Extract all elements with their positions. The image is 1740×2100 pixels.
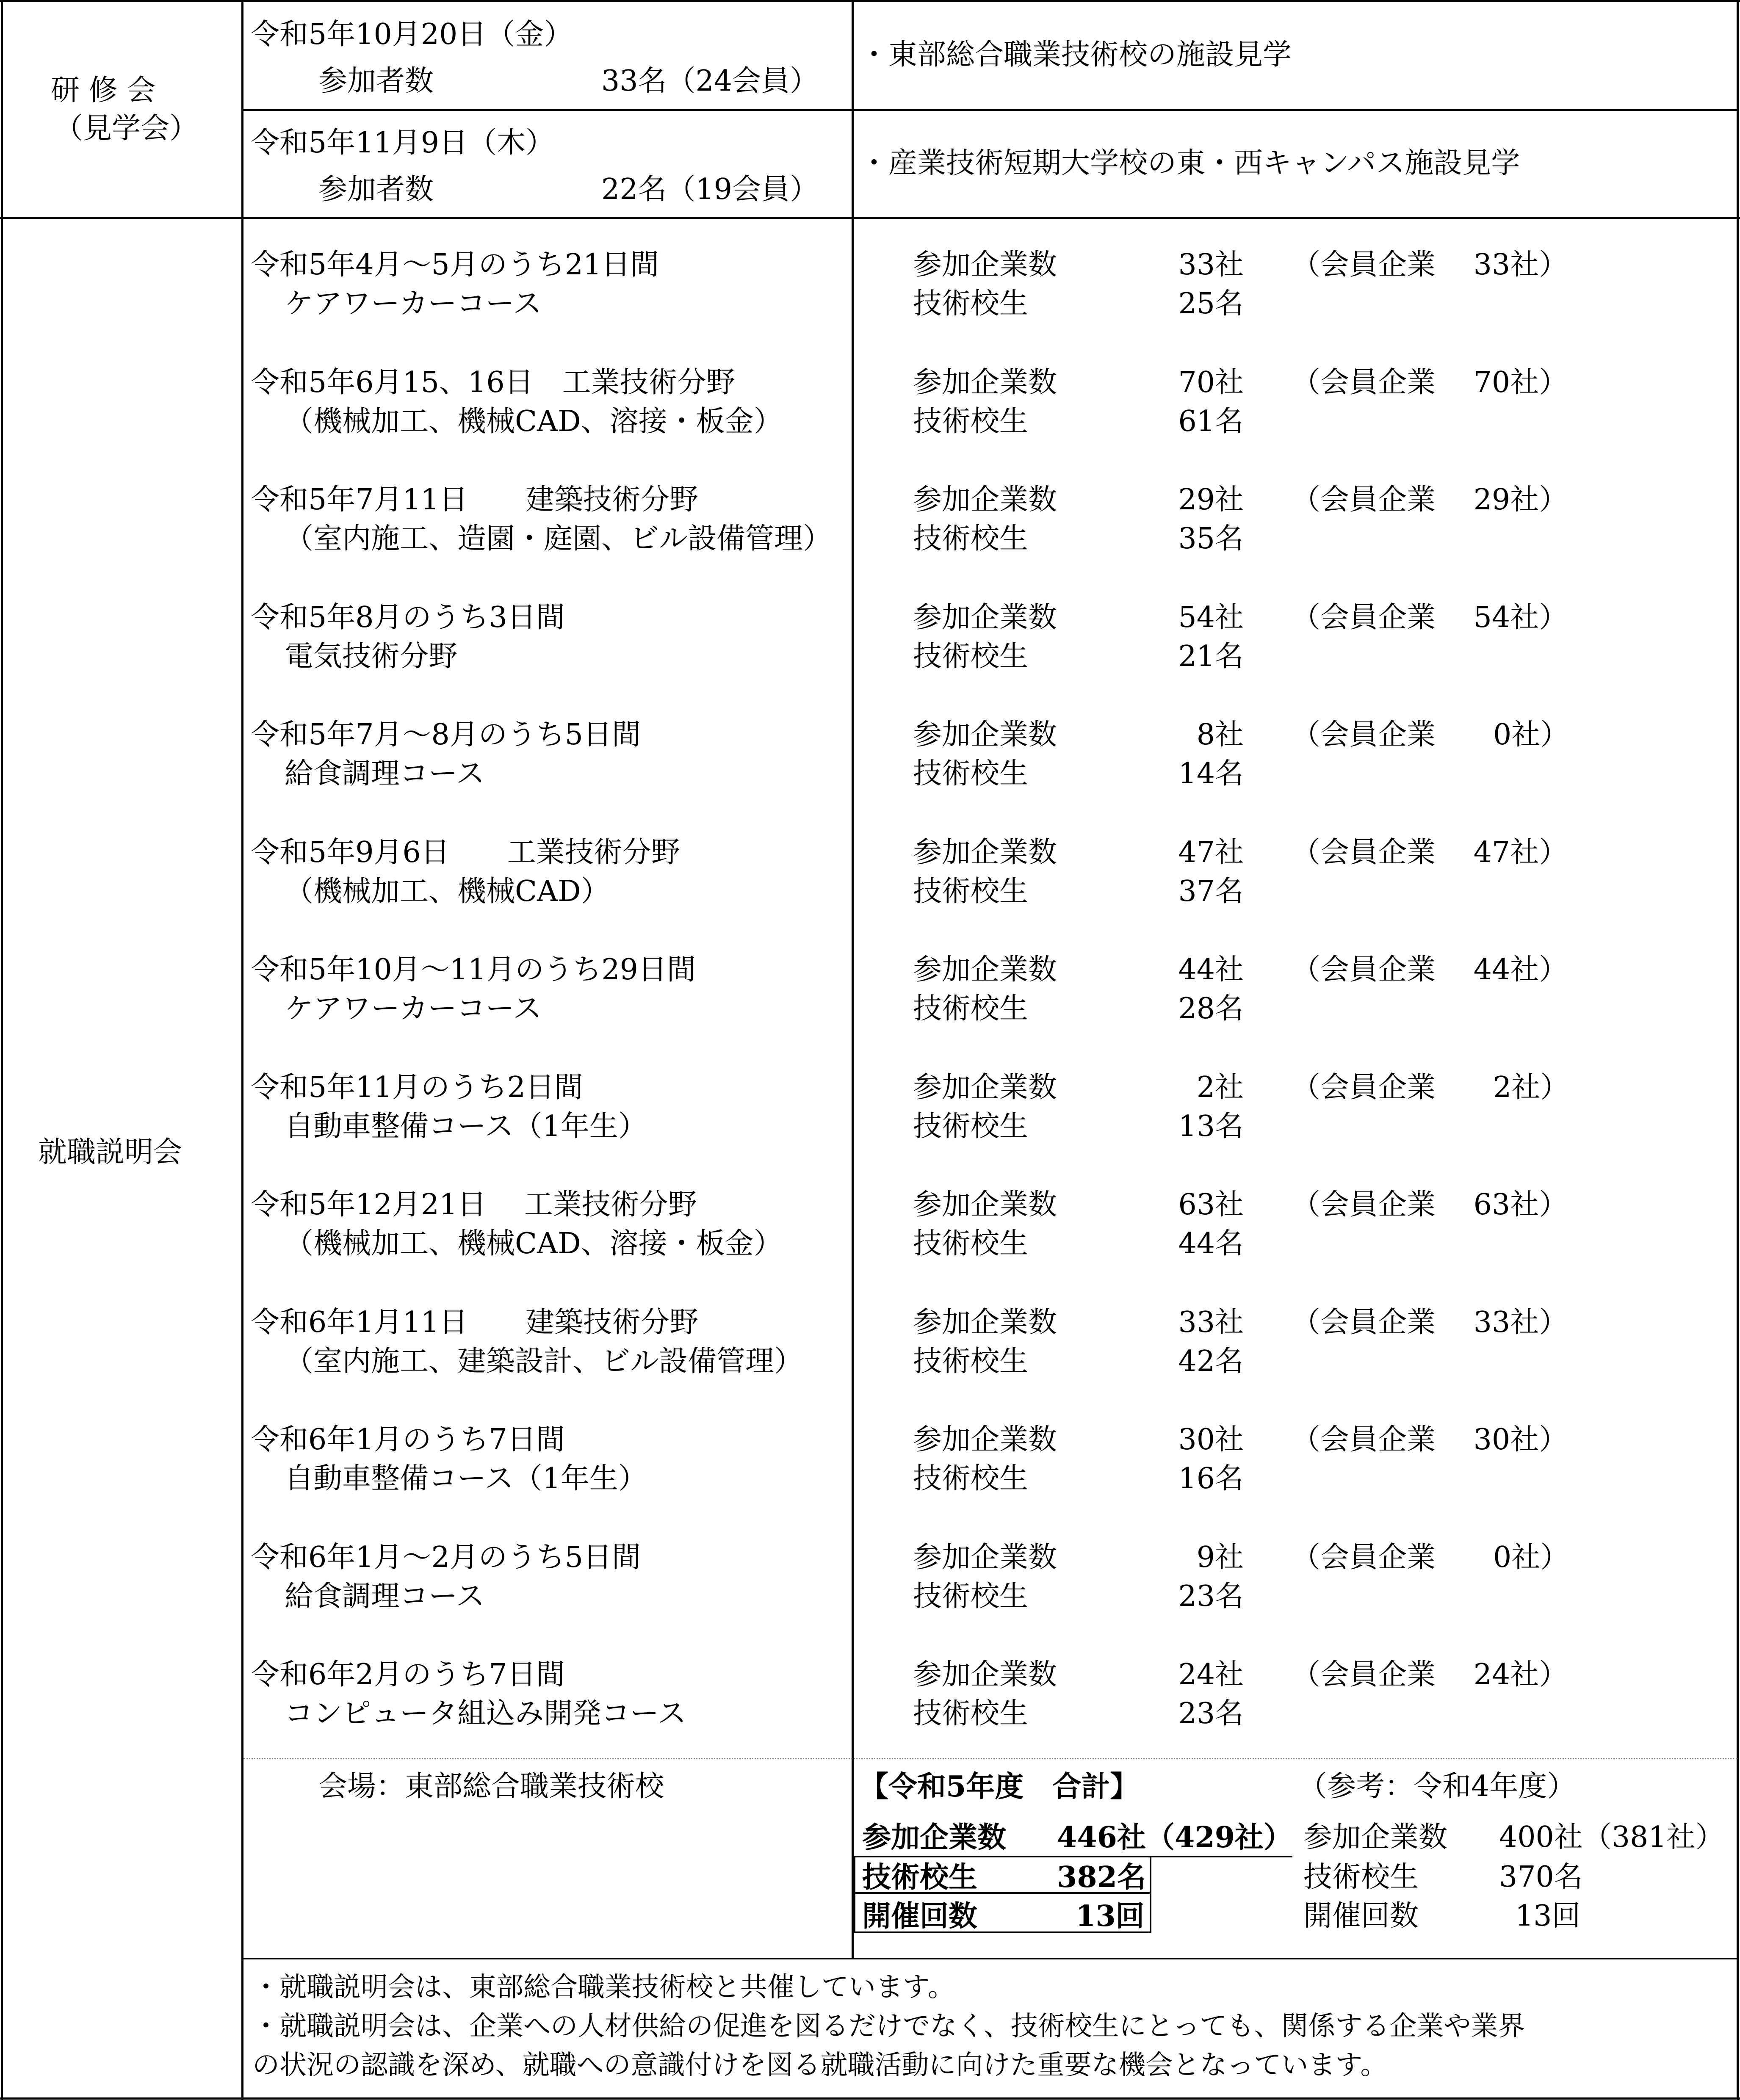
session-students-value: 28名 xyxy=(1178,992,1244,1025)
reference-companies-label: 参加企業数 xyxy=(1303,1821,1448,1854)
session-course-line: （室内施工、建築設計、ビル設備管理） xyxy=(285,1344,803,1378)
session-students-label: 技術校生 xyxy=(913,1227,1029,1260)
total-companies-value: 446社（429社） xyxy=(1057,1821,1292,1854)
row-divider-kenshukai-inner xyxy=(242,109,1739,111)
session-companies-value: 70社 xyxy=(1178,365,1244,399)
session-students-label: 技術校生 xyxy=(913,757,1029,790)
session-date-line: 令和5年10月～11月のうち29日間 xyxy=(251,953,696,986)
session-member-companies: （会員企業 33社） xyxy=(1292,248,1568,282)
session-course-line: 給食調理コース xyxy=(285,1579,485,1613)
session-course-line: （機械加工、機械CAD、溶接・板金） xyxy=(285,1227,783,1260)
column-divider-content xyxy=(852,0,854,1959)
table-border-top xyxy=(0,0,1740,2)
total-students-box xyxy=(854,1856,1151,1894)
total-heading: 【令和5年度 合計】 xyxy=(860,1770,1139,1804)
session-students-label: 技術校生 xyxy=(913,522,1029,555)
session-companies-label: 参加企業数 xyxy=(913,483,1057,517)
total-students-value: 382名 xyxy=(1057,1860,1146,1894)
dotted-divider-total xyxy=(243,1758,1737,1759)
session-students-label: 技術校生 xyxy=(913,287,1029,321)
shushoku-label: 就職説明会 xyxy=(38,1136,183,1169)
session-member-companies: （会員企業 29社） xyxy=(1292,483,1568,517)
session-companies-value: 24社 xyxy=(1178,1658,1244,1691)
kenshukai-label-line2: （見学会） xyxy=(54,112,199,145)
session-students-value: 42名 xyxy=(1178,1344,1244,1378)
session-companies-value: 63社 xyxy=(1178,1188,1244,1221)
session-course-line: （室内施工、造園・庭園、ビル設備管理） xyxy=(285,522,832,555)
session-date-line: 令和6年2月のうち7日間 xyxy=(251,1658,565,1691)
session-companies-value: 30社 xyxy=(1178,1423,1244,1456)
reference-students-label: 技術校生 xyxy=(1303,1860,1419,1894)
session-companies-label: 参加企業数 xyxy=(913,835,1057,869)
session-students-value: 21名 xyxy=(1178,639,1244,673)
session-date-line: 令和5年9月6日 工業技術分野 xyxy=(251,835,680,869)
session-students-value: 14名 xyxy=(1178,757,1244,790)
session-companies-value: 33社 xyxy=(1178,1305,1244,1339)
session-date-line: 令和6年1月～2月のうち5日間 xyxy=(251,1540,641,1574)
session-students-value: 44名 xyxy=(1178,1227,1244,1260)
session-course-line: 電気技術分野 xyxy=(285,639,458,673)
session-date-line: 令和5年12月21日 工業技術分野 xyxy=(251,1188,697,1221)
total-companies-label: 参加企業数 xyxy=(862,1821,1007,1854)
session-course-line: ケアワーカーコース xyxy=(285,287,542,321)
session-date-line: 令和5年4月～5月のうち21日間 xyxy=(251,248,659,282)
reference-companies-value: 400社（381社） xyxy=(1499,1821,1724,1854)
row-divider-sections xyxy=(0,217,1740,219)
session-companies-value: 29社 xyxy=(1178,483,1244,517)
session-member-companies: （会員企業 63社） xyxy=(1292,1188,1568,1221)
session-companies-label: 参加企業数 xyxy=(913,1658,1057,1691)
kenshukai-row2-date: 令和5年11月9日（木） xyxy=(251,126,555,160)
session-course-line: 自動車整備コース（1年生） xyxy=(285,1109,647,1143)
session-companies-value: 2社 xyxy=(1196,1070,1244,1104)
session-course-line: 給食調理コース xyxy=(285,757,485,790)
session-companies-label: 参加企業数 xyxy=(913,1070,1057,1104)
session-date-line: 令和5年6月15、16日 工業技術分野 xyxy=(251,365,735,399)
table-border-bottom xyxy=(0,2097,1740,2100)
kenshukai-row2-count-label: 参加者数 xyxy=(318,173,434,206)
session-date-line: 令和5年11月のうち2日間 xyxy=(251,1070,584,1104)
session-companies-value: 9社 xyxy=(1196,1540,1244,1574)
session-member-companies: （会員企業 44社） xyxy=(1292,953,1568,986)
kenshukai-row2-desc: ・産業技術短期大学校の東・西キャンパス施設見学 xyxy=(860,146,1520,180)
reference-students-value: 370名 xyxy=(1499,1860,1583,1894)
session-course-line: ケアワーカーコース xyxy=(285,992,542,1025)
session-companies-label: 参加企業数 xyxy=(913,1305,1057,1339)
kenshukai-row1-date: 令和5年10月20日（金） xyxy=(251,18,573,51)
session-students-label: 技術校生 xyxy=(913,1344,1029,1378)
session-students-value: 16名 xyxy=(1178,1462,1244,1495)
session-member-companies: （会員企業 24社） xyxy=(1292,1658,1568,1691)
kenshukai-row1-desc: ・東部総合職業技術校の施設見学 xyxy=(860,38,1292,72)
reference-sessions-value: 13回 xyxy=(1515,1899,1581,1933)
session-students-value: 23名 xyxy=(1178,1697,1244,1730)
session-course-line: （機械加工、機械CAD、溶接・板金） xyxy=(285,404,783,438)
session-companies-value: 8社 xyxy=(1196,718,1244,752)
table-border-left xyxy=(1,0,3,2100)
column-divider-label xyxy=(241,0,243,2100)
total-sessions-box xyxy=(854,1893,1151,1933)
session-students-value: 61名 xyxy=(1178,404,1244,438)
session-member-companies: （会員企業 30社） xyxy=(1292,1423,1568,1456)
session-students-value: 35名 xyxy=(1178,522,1244,555)
total-students-label: 技術校生 xyxy=(862,1860,978,1894)
session-students-label: 技術校生 xyxy=(913,1579,1029,1613)
venue-text: 会場：東部総合職業技術校 xyxy=(318,1770,664,1803)
kenshukai-label-line1: 研 修 会 xyxy=(51,74,156,107)
session-date-line: 令和5年8月のうち3日間 xyxy=(251,600,565,634)
session-students-label: 技術校生 xyxy=(913,1697,1029,1730)
session-member-companies: （会員企業 47社） xyxy=(1292,835,1568,869)
session-member-companies: （会員企業 70社） xyxy=(1292,365,1568,399)
session-companies-label: 参加企業数 xyxy=(913,365,1057,399)
session-member-companies: （会員企業 0社） xyxy=(1292,718,1569,752)
session-member-companies: （会員企業 0社） xyxy=(1292,1540,1569,1574)
session-member-companies: （会員企業 33社） xyxy=(1292,1305,1568,1339)
session-companies-label: 参加企業数 xyxy=(913,1423,1057,1456)
session-students-value: 25名 xyxy=(1178,287,1244,321)
session-companies-value: 54社 xyxy=(1178,600,1244,634)
reference-sessions-label: 開催回数 xyxy=(1303,1899,1419,1933)
session-date-line: 令和6年1月のうち7日間 xyxy=(251,1423,565,1456)
reference-heading: （参考：令和4年度） xyxy=(1298,1770,1576,1803)
session-course-line: 自動車整備コース（1年生） xyxy=(285,1462,647,1495)
session-date-line: 令和5年7月～8月のうち5日間 xyxy=(251,718,641,752)
session-students-value: 37名 xyxy=(1178,874,1244,908)
session-students-label: 技術校生 xyxy=(913,992,1029,1025)
session-companies-label: 参加企業数 xyxy=(913,1540,1057,1574)
kenshukai-row1-count: 33名（24会員） xyxy=(601,64,819,98)
total-sessions-value: 13回 xyxy=(1076,1899,1145,1933)
row-divider-notes xyxy=(242,1958,1739,1959)
session-companies-value: 44社 xyxy=(1178,953,1244,986)
session-date-line: 令和6年1月11日 建築技術分野 xyxy=(251,1305,699,1339)
session-member-companies: （会員企業 2社） xyxy=(1292,1070,1569,1104)
session-companies-value: 33社 xyxy=(1178,248,1244,282)
session-course-line: （機械加工、機械CAD） xyxy=(285,874,610,908)
session-date-line: 令和5年7月11日 建築技術分野 xyxy=(251,483,699,517)
session-students-label: 技術校生 xyxy=(913,1109,1029,1143)
session-companies-label: 参加企業数 xyxy=(913,248,1057,282)
total-sessions-label: 開催回数 xyxy=(862,1899,978,1933)
session-students-value: 13名 xyxy=(1178,1109,1244,1143)
session-companies-label: 参加企業数 xyxy=(913,718,1057,752)
note-line-3: の状況の認識を深め、就職への意識付けを図る就職活動に向けた重要な機会となっています。 xyxy=(252,2050,1388,2081)
kenshukai-row2-count: 22名（19会員） xyxy=(601,173,819,206)
note-line-2: ・就職説明会は、企業への人材供給の促進を図るだけでなく、技術校生にとっても、関係する企業や業界 xyxy=(252,2011,1525,2042)
session-students-label: 技術校生 xyxy=(913,404,1029,438)
session-companies-label: 参加企業数 xyxy=(913,600,1057,634)
session-students-label: 技術校生 xyxy=(913,639,1029,673)
session-students-label: 技術校生 xyxy=(913,1462,1029,1495)
session-companies-label: 参加企業数 xyxy=(913,953,1057,986)
session-member-companies: （会員企業 54社） xyxy=(1292,600,1568,634)
session-companies-label: 参加企業数 xyxy=(913,1188,1057,1221)
session-companies-value: 47社 xyxy=(1178,835,1244,869)
session-course-line: コンピュータ組込み開発コース xyxy=(285,1697,686,1730)
kenshukai-row1-count-label: 参加者数 xyxy=(318,64,434,98)
note-line-1: ・就職説明会は、東部総合職業技術校と共催しています。 xyxy=(252,1972,955,2003)
table-border-right xyxy=(1737,0,1739,2100)
session-students-value: 23名 xyxy=(1178,1579,1244,1613)
session-students-label: 技術校生 xyxy=(913,874,1029,908)
